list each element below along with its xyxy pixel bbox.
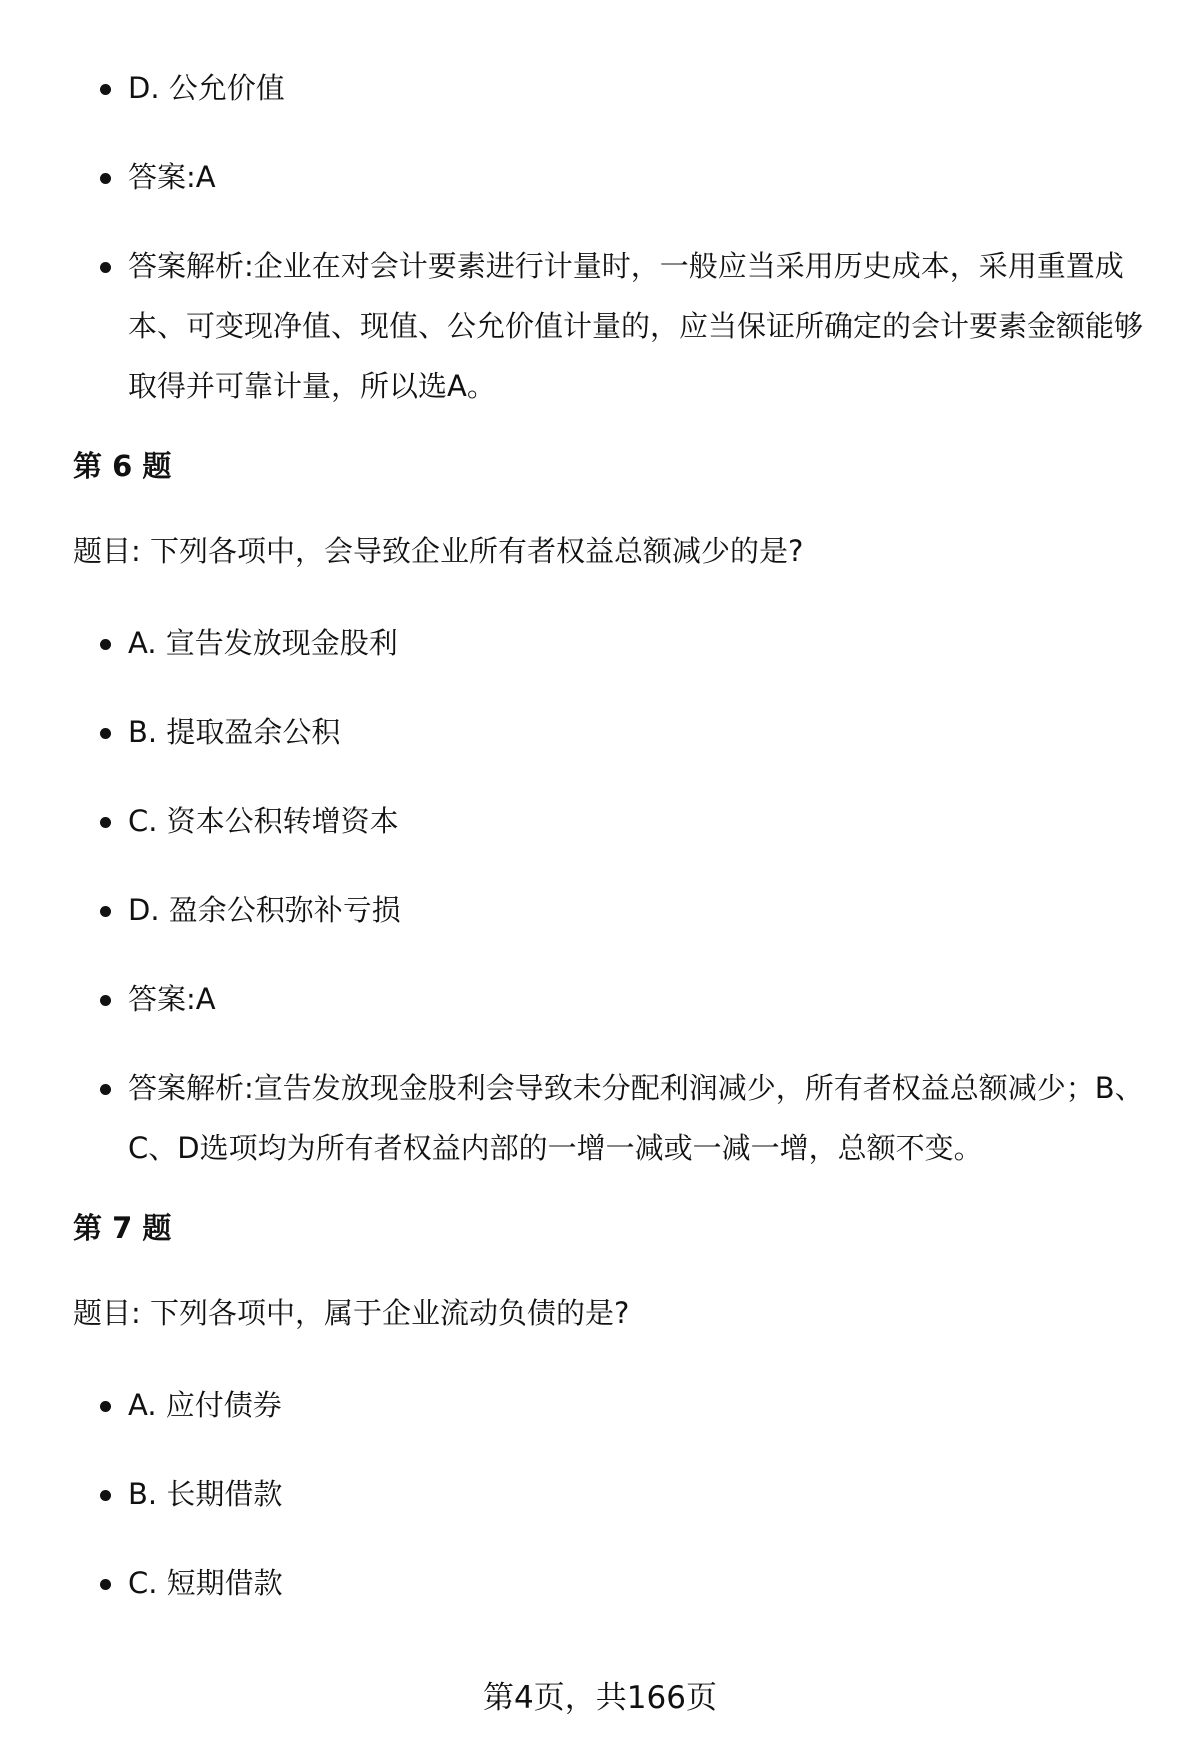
answer: 答案:A: [73, 969, 1153, 1029]
page-number: 第4页，共166页: [483, 1680, 717, 1716]
option-a: A. 应付债券: [73, 1375, 1153, 1435]
answer: 答案:A: [73, 147, 1153, 207]
option-c: C. 资本公积转增资本: [73, 791, 1153, 851]
question-6-heading: 第 6 题: [73, 449, 172, 483]
option-a: A. 宣告发放现金股利: [73, 613, 1153, 673]
option-b: B. 长期借款: [73, 1464, 1153, 1524]
question-6-text: 题目: 下列各项中，会导致企业所有者权益总额减少的是?: [73, 534, 804, 568]
question-7-options: [73, 1375, 1153, 1613]
answer-explanation: 答案解析:宣告发放现金股利会导致未分配利润减少，所有者权益总额减少；B、C、D选项均为所有者权益内部的一增一减或一减一增，总额不变。: [73, 1058, 1153, 1178]
question-6-options: [73, 613, 1153, 1178]
question-7-text: 题目: 下列各项中，属于企业流动负债的是?: [73, 1296, 630, 1330]
question-7-heading: 第 7 题: [73, 1211, 172, 1245]
answer-explanation: 答案解析:企业在对会计要素进行计量时，一般应当采用历史成本，采用重置成本、可变现净值、现值、公允价值计量的，应当保证所确定的会计要素金额能够取得并可靠计量，所以选A。: [73, 236, 1153, 416]
option-d: D. 公允价值: [73, 58, 1153, 118]
option-c: C. 短期借款: [73, 1553, 1153, 1613]
option-b: B. 提取盈余公积: [73, 702, 1153, 762]
previous-question-list: [73, 58, 1153, 416]
option-d: D. 盈余公积弥补亏损: [73, 880, 1153, 940]
document-content: [73, 58, 1153, 1613]
